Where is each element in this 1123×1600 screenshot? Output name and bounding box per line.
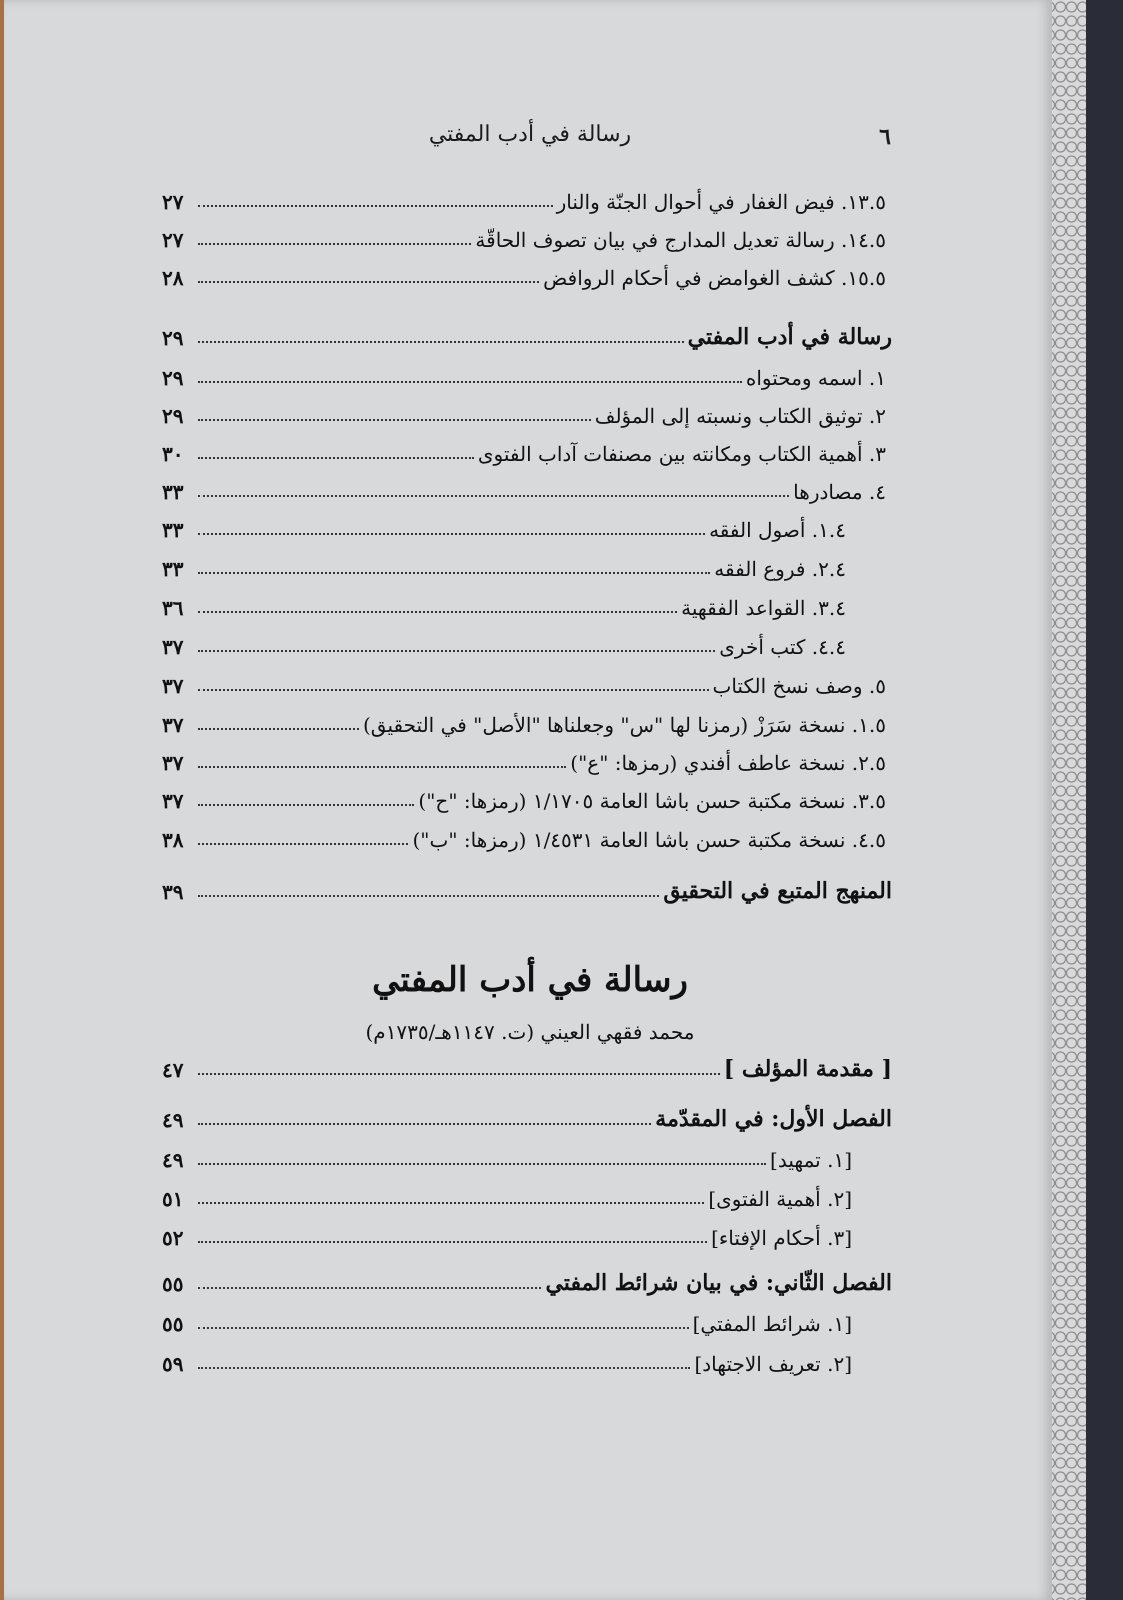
toc-entry-page: ٥٢	[162, 1226, 184, 1250]
table-of-contents-bottom	[162, 0, 892, 1600]
toc-entry-label: ١.٥. نسخة سَرَزْ (رمزنا لها "س" وجعلناها "الأصل" في التحقيق)	[362, 713, 886, 737]
toc-entry-page: ٥٩	[162, 1352, 184, 1376]
leader-dots	[198, 1326, 689, 1329]
toc-entry-page: ٣٧	[162, 789, 184, 813]
toc-entry-label: [ مقدمة المؤلف ]	[723, 1056, 892, 1082]
toc-entry-page: ٣٧	[162, 713, 184, 737]
toc-entry	[162, 1177, 892, 1211]
toc-entry-label: [٣. أحكام الإفتاء]	[711, 1226, 852, 1250]
toc-entry-page: ٣٦	[162, 596, 184, 620]
toc-entry-label: المنهج المتبع في التحقيق	[663, 878, 892, 904]
toc-entry-label: رسالة في أدب المفتي	[687, 324, 892, 350]
leader-dots	[198, 1201, 704, 1204]
toc-entry-page: ٢٧	[162, 228, 184, 252]
toc-entry-label: [٢. أهمية الفتوى]	[708, 1187, 852, 1211]
toc-entry-label: [١. شرائط المفتي]	[692, 1312, 852, 1336]
toc-entry-label: الفصل الأول: في المقدّمة	[655, 1106, 892, 1132]
toc-entry-page: ٢٨	[162, 266, 184, 290]
toc-entry-label: ٤.٤. كتب أخرى	[719, 635, 846, 659]
toc-entry-page: ٢٧	[162, 190, 184, 214]
toc-entry-label: الفصل الثّاني: في بيان شرائط المفتي	[545, 1270, 892, 1296]
toc-entry-page: ٣٧	[162, 635, 184, 659]
toc-entry-page: ٥١	[162, 1187, 184, 1211]
toc-entry-page: ٢٩	[162, 326, 184, 350]
toc-entry-label: ٤.٥. نسخة مكتبة حسن باشا العامة ١/٤٥٣١ (رمزها: "ب")	[412, 828, 886, 852]
leader-dots	[198, 1162, 766, 1165]
toc-entry-label: ١٤.٥. رسالة تعديل المدارج في بيان تصوف الحاقّة	[475, 228, 886, 252]
toc-entry-page: ٣٣	[162, 518, 184, 542]
author-line: محمد فقهي العيني (ت. ١١٤٧هـ/١٧٣٥م)	[365, 1020, 695, 1044]
toc-entry-page: ٤٩	[162, 1108, 184, 1132]
toc-entry-page: ٣٧	[162, 674, 184, 698]
toc-entry-page: ٣٨	[162, 828, 184, 852]
toc-entry-label: [١. تمهيد]	[770, 1148, 852, 1172]
toc-entry-label: [٢. تعريف الاجتهاد]	[694, 1352, 852, 1376]
toc-entry-page: ٣٠	[162, 442, 184, 466]
toc-entry-page: ٢٩	[162, 404, 184, 428]
toc-entry-label: ٥. وصف نسخ الكتاب	[712, 674, 886, 698]
toc-entry-page: ٣٣	[162, 480, 184, 504]
section-title: رسالة في أدب المفتي	[372, 960, 688, 1000]
toc-entry-label: ٢. توثيق الكتاب ونسبته إلى المؤلف	[594, 404, 886, 428]
toc-entry-page: ٢٩	[162, 366, 184, 390]
toc-entry-label: ١٥.٥. كشف الغوامض في أحكام الروافض	[543, 266, 886, 290]
toc-heading	[162, 1098, 892, 1132]
toc-entry	[162, 1138, 892, 1172]
toc-entry-page: ٣٧	[162, 751, 184, 775]
toc-entry-page: ٥٥	[162, 1312, 184, 1336]
toc-heading	[162, 1262, 892, 1296]
leader-dots	[198, 1366, 690, 1369]
toc-entry	[162, 1216, 892, 1250]
toc-entry-page: ٤٧	[162, 1058, 184, 1082]
toc-entry-label: ٢.٤. فروع الفقه	[714, 557, 846, 581]
toc-entry-label: ١٣.٥. فيض الغفار في أحوال الجنّة والنار	[556, 190, 886, 214]
toc-heading	[162, 1048, 892, 1082]
leader-dots	[198, 1240, 707, 1243]
toc-entry-page: ٣٩	[162, 880, 184, 904]
toc-entry-label: ١.٤. أصول الفقه	[709, 518, 846, 542]
toc-entry-page: ٣٣	[162, 557, 184, 581]
leader-dots	[198, 1072, 720, 1075]
toc-entry-label: ١. اسمه ومحتواه	[745, 366, 886, 390]
leader-dots	[198, 1286, 541, 1289]
toc-entry	[162, 1342, 892, 1376]
toc-entry-label: ٣.٥. نسخة مكتبة حسن باشا العامة ١/١٧٠٥ (رمزها: "ح")	[418, 789, 886, 813]
running-title: رسالة في أدب المفتي	[428, 122, 632, 147]
page-number: ٦	[879, 124, 891, 150]
toc-entry-label: ٢.٥. نسخة عاطف أفندي (رمزها: "ع")	[570, 751, 886, 775]
toc-entry-label: ٣.٤. القواعد الفقهية	[681, 596, 846, 620]
toc-entry-label: ٣. أهمية الكتاب ومكانته بين مصنفات آداب الفتوى	[477, 442, 886, 466]
toc-entry-page: ٥٥	[162, 1272, 184, 1296]
toc-entry-label: ٤. مصادرها	[793, 480, 886, 504]
toc-entry-page: ٤٩	[162, 1148, 184, 1172]
leader-dots	[198, 1122, 651, 1125]
toc-entry	[162, 1302, 892, 1336]
